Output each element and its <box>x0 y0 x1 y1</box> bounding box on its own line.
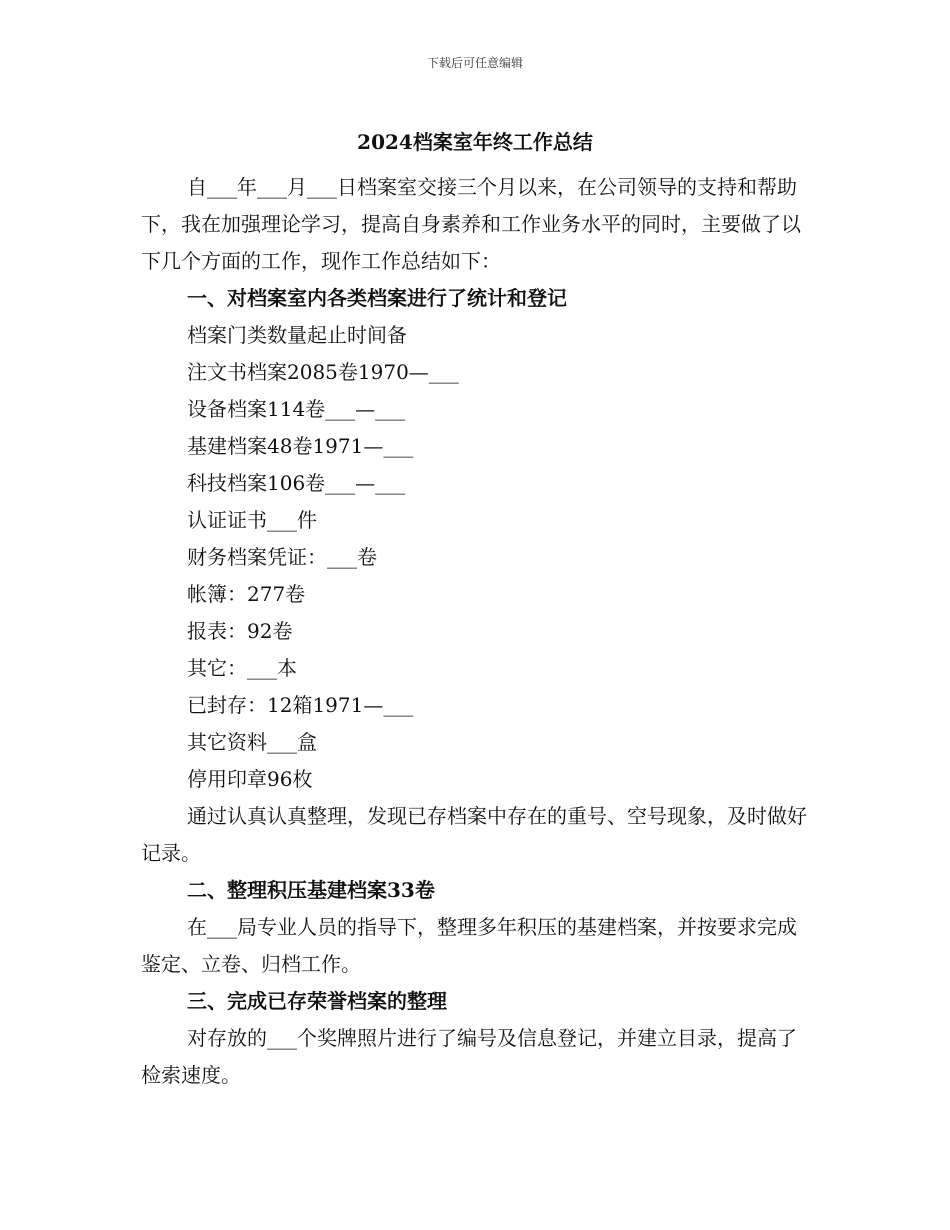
inventory-item: 注文书档案2085卷1970—___ <box>187 360 459 384</box>
inventory-item: 财务档案凭证：___卷 <box>187 545 377 569</box>
section-2-heading: 二、整理积压基建档案33卷 <box>187 878 435 902</box>
section-1-heading: 一、对档案室内各类档案进行了统计和登记 <box>187 286 567 310</box>
inventory-item: 报表：92卷 <box>187 619 293 643</box>
section-3-heading: 三、完成已存荣誉档案的整理 <box>187 989 447 1013</box>
inventory-item: 其它：___本 <box>187 656 297 680</box>
document-title: 2024档案室年终工作总结 <box>357 130 593 154</box>
intro-paragraph: 自___年___月___日档案室交接三个月以来，在公司领导的支持和帮助下，我在加强理论学习，提高自身素养和工作业务水平的同时，主要做了以下几个方面的工作，现作工作总结如下： <box>141 175 801 273</box>
document-body <box>141 169 811 1094</box>
inventory-item: 科技档案106卷___—___ <box>187 471 406 495</box>
inventory-item: 已封存：12箱1971—___ <box>187 693 414 717</box>
inventory-item: 停用印章96枚 <box>187 767 313 791</box>
section-2-paragraph: 在___局专业人员的指导下，整理多年积压的基建档案，并按要求完成鉴定、立卷、归档工作。 <box>141 915 797 976</box>
inventory-item: 帐簿：277卷 <box>187 582 306 606</box>
section-1-paragraph: 通过认真认真整理，发现已存档案中存在的重号、空号现象，及时做好记录。 <box>141 804 807 865</box>
inventory-item: 其它资料___盒 <box>187 730 317 754</box>
inventory-item: 档案门类数量起止时间备 <box>187 323 407 347</box>
inventory-item: 设备档案114卷___—___ <box>187 397 406 421</box>
inventory-item: 基建档案48卷1971—___ <box>187 434 414 458</box>
page-header-note: 下载后可任意编辑 <box>426 56 523 70</box>
inventory-item: 认证证书___件 <box>187 508 317 532</box>
section-3-paragraph: 对存放的___个奖牌照片进行了编号及信息登记，并建立目录，提高了检索速度。 <box>141 1026 797 1087</box>
